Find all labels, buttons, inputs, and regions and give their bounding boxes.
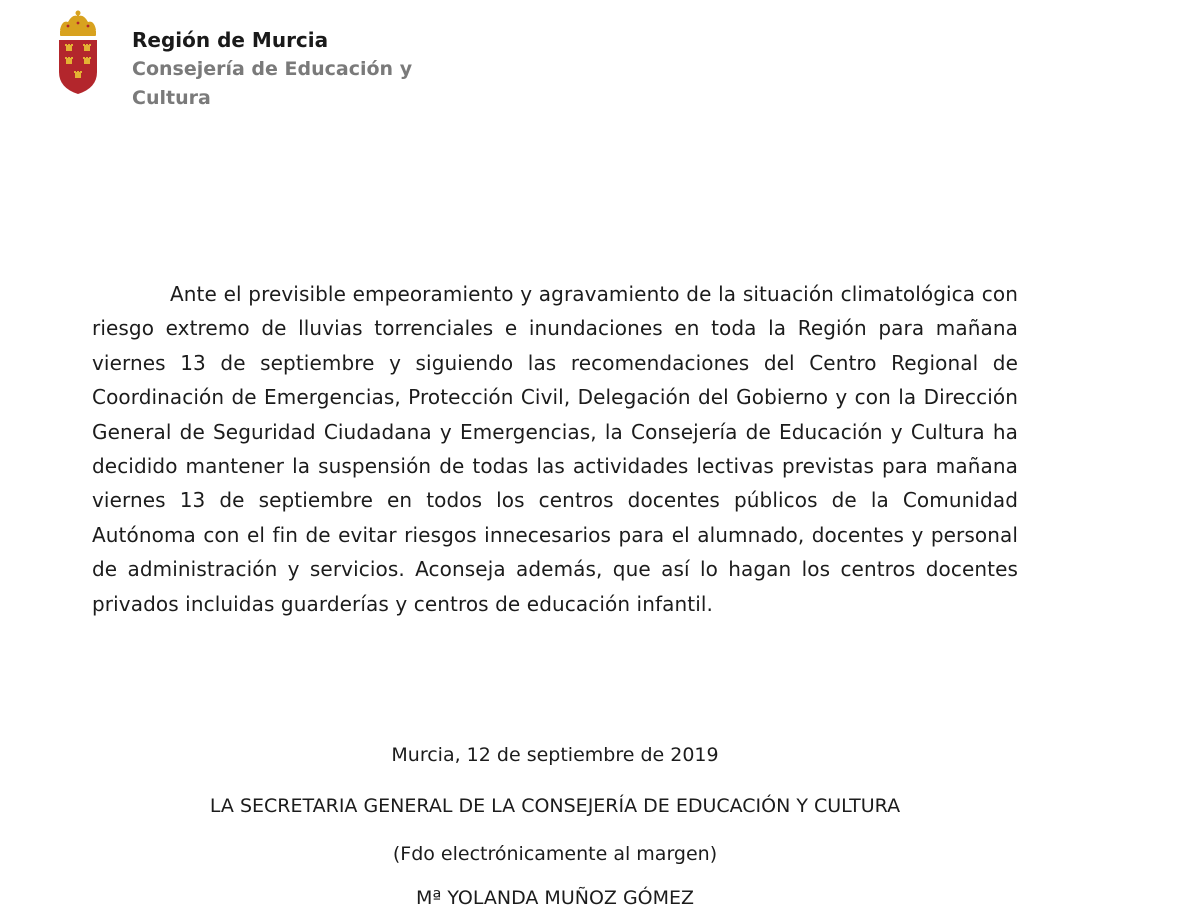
signatory-name: Mª YOLANDA MUÑOZ GÓMEZ <box>415 887 695 909</box>
signature-note: (Fdo electrónicamente al margen) <box>392 843 718 865</box>
header-text <box>132 10 422 113</box>
department-name: Consejería de Educación y Cultura <box>132 58 413 109</box>
announcement-paragraph: Ante el previsible empeoramiento y agravamiento de la situación climatológica con riesgo extremo de lluvias torrenciales e inundaciones en toda la Región para mañana viernes 13 de septiembre y siguiendo las recomendaciones del Centro Regional de Coordinación de Emergencias, Protección Civil, Delegación del Gobierno y con la Dirección General de Seguridad Ciudadana y Emergencias, la Consejería de Educación y Cultura ha decidido mantener la suspensión de todas las actividades lectivas previstas para mañana viernes 13 de septiembre en todos los centros docentes públicos de la Comunidad Autónoma con el fin de evitar riesgos innecesarios para el alumnado, docentes y personal de administración y servicios. Aconseja además, que así lo hagan los centros docentes privados incluidas guarderías y centros de educación infantil. <box>92 282 1018 616</box>
org-name: Región de Murcia <box>132 28 329 52</box>
signature-title: LA SECRETARIA GENERAL DE LA CONSEJERÍA DE EDUCACIÓN Y CULTURA <box>209 795 901 817</box>
signature-date: Murcia, 12 de septiembre de 2019 <box>391 744 719 766</box>
document-header <box>56 10 422 113</box>
region-murcia-crest-icon <box>56 10 100 98</box>
